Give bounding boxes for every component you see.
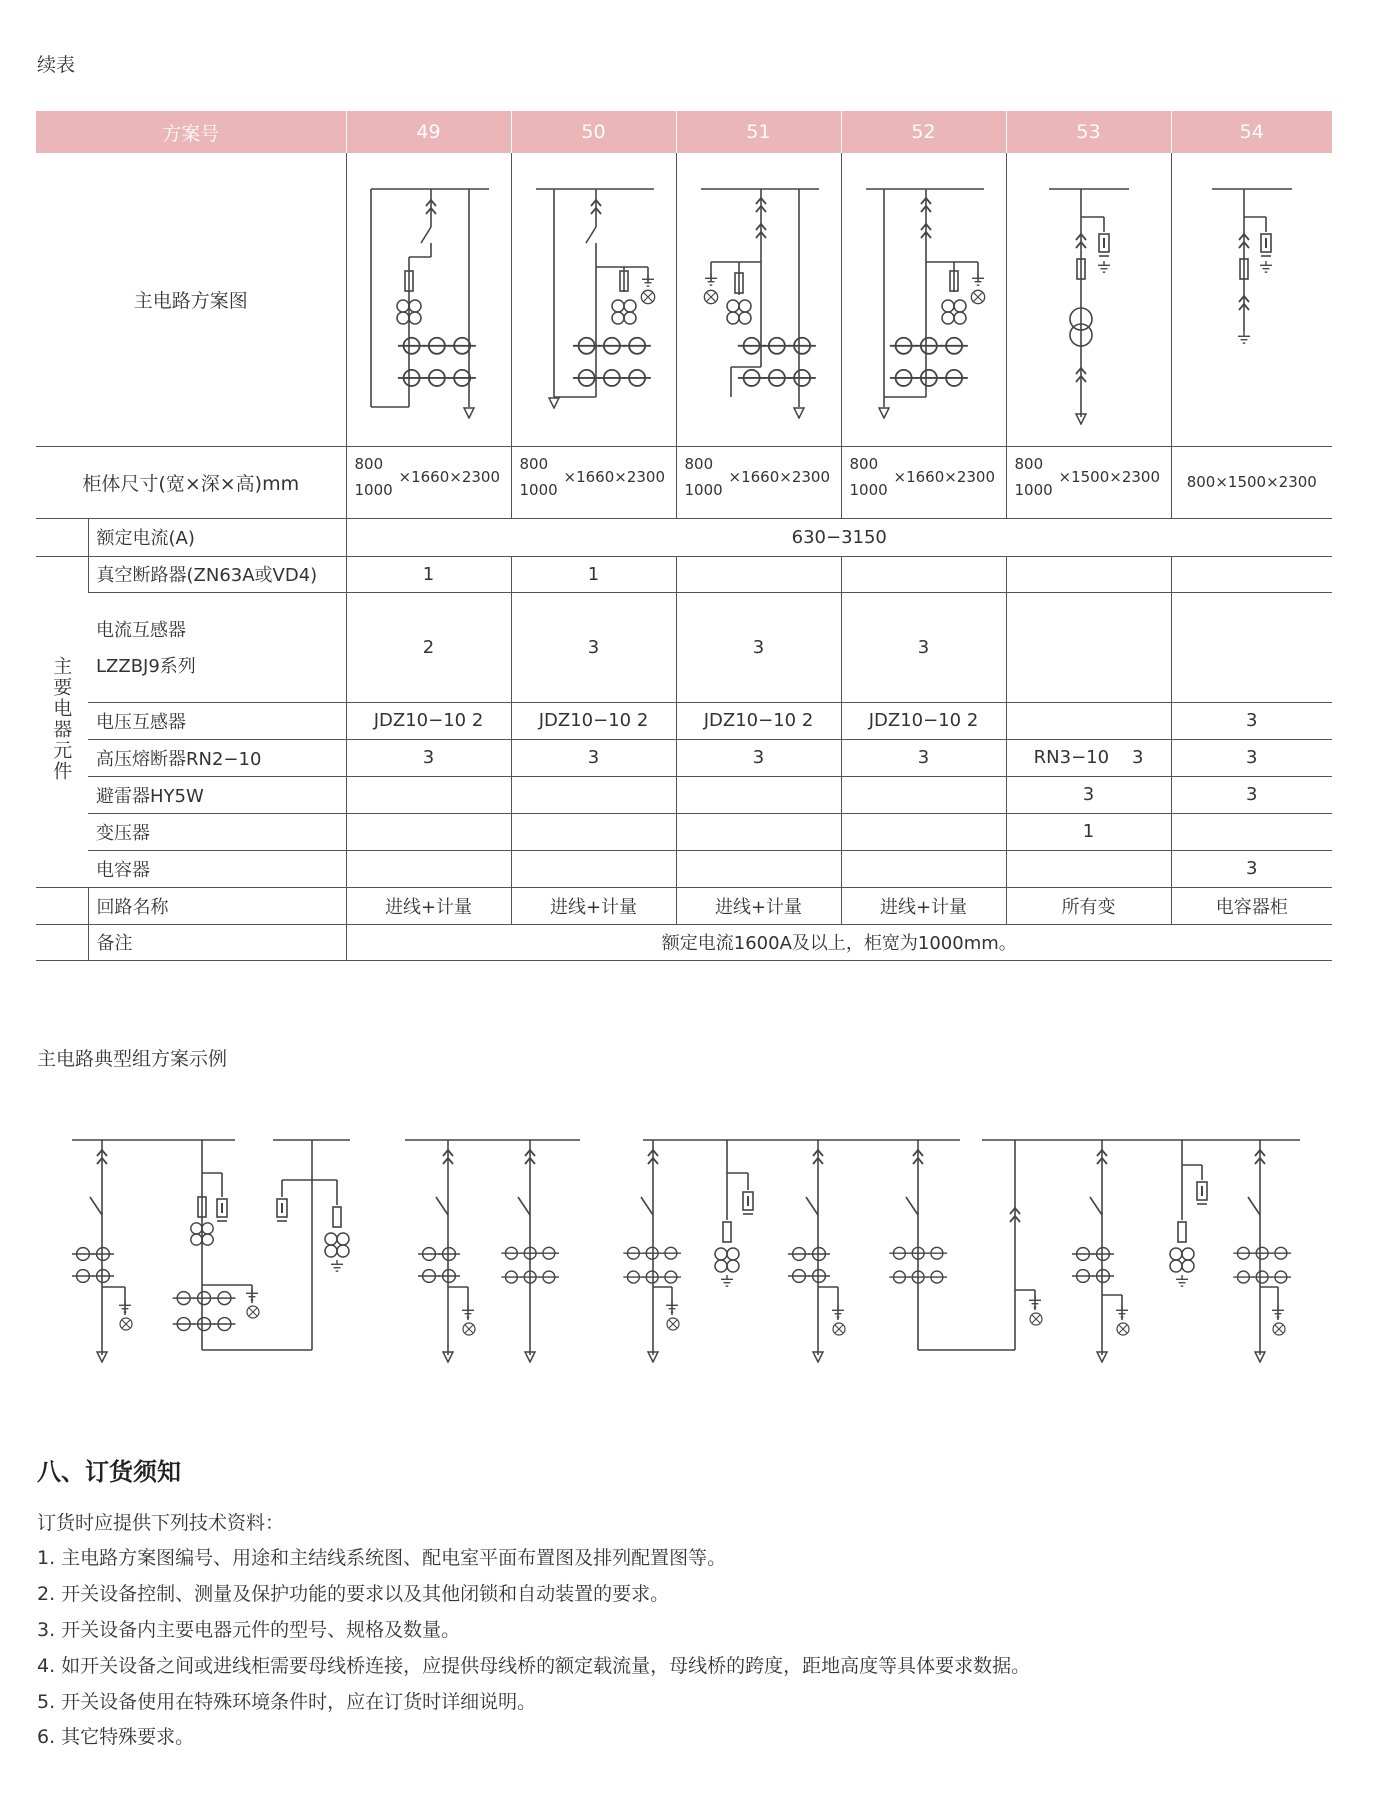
vt-51: JDZ10−10 2 (676, 702, 841, 739)
dimension-53: 800 1000 ×1500×2300 (1006, 446, 1171, 518)
scheme-number: 51 (676, 111, 841, 153)
order-item: 1. 主电路方案图编号、用途和主结线系统图、配电室平面布置图及排列配置图等。 (37, 1547, 727, 1569)
circuit-name-50: 进线+计量 (511, 887, 676, 924)
continued-title: 续表 (37, 54, 76, 76)
transformer-row (36, 813, 1332, 850)
vt-52: JDZ10−10 2 (841, 702, 1006, 739)
header-row (36, 111, 1332, 153)
order-item: 2. 开关设备控制、测量及保护功能的要求以及其他闭锁和自动装置的要求。 (37, 1583, 670, 1605)
dimension-row (36, 446, 1332, 518)
capacitor-row (36, 850, 1332, 887)
order-item: 4. 如开关设备之间或进线柜需要母线桥连接，应提供母线桥的额定载流量，母线桥的跨度，距地高度等具体要求数据。 (37, 1655, 1031, 1677)
ct-row (36, 592, 1332, 702)
circuit-diagram-51 (676, 153, 841, 446)
circuit-name-label: 回路名称 (88, 887, 346, 924)
dimension-label: 柜体尺寸(宽×深×高)mm (36, 446, 346, 518)
scheme-number: 53 (1006, 111, 1171, 153)
arrester-row (36, 776, 1332, 813)
ct-50: 3 (511, 592, 676, 702)
diagram-row (36, 153, 1332, 446)
vt-49: JDZ10−10 2 (346, 702, 511, 739)
scheme-number: 54 (1171, 111, 1332, 153)
vt-label: 电压互感器 (88, 702, 346, 739)
scheme-number: 49 (346, 111, 511, 153)
circuit-name-52: 进线+计量 (841, 887, 1006, 924)
scheme-number: 52 (841, 111, 1006, 153)
scheme-table (36, 111, 1332, 961)
arrester-54: 3 (1171, 776, 1332, 813)
circuit-diagram-50 (511, 153, 676, 446)
arrester-label: 避雷器HY5W (88, 776, 346, 813)
arrester-53: 3 (1006, 776, 1171, 813)
example-title: 主电路典型组方案示例 (37, 1048, 228, 1070)
fuse-54: 3 (1171, 739, 1332, 776)
circuit-name-51: 进线+计量 (676, 887, 841, 924)
scheme-number: 50 (511, 111, 676, 153)
vt-row (36, 702, 1332, 739)
note-label: 备注 (88, 924, 346, 960)
order-item: 5. 开关设备使用在特殊环境条件时，应在订货时详细说明。 (37, 1691, 537, 1713)
dimension-51: 800 1000 ×1660×2300 (676, 446, 841, 518)
note-row (36, 924, 1332, 960)
side-label-cell (36, 556, 88, 887)
vt-54: 3 (1171, 702, 1332, 739)
note-value: 额定电流1600A及以上，柜宽为1000mm。 (346, 924, 1332, 960)
circuit-diagram-53 (1006, 153, 1171, 446)
circuit-diagram-52 (841, 153, 1006, 446)
ct-51: 3 (676, 592, 841, 702)
fuse-50: 3 (511, 739, 676, 776)
transformer-53: 1 (1006, 813, 1171, 850)
rated-current-row (36, 518, 1332, 556)
dimension-54: 800×1500×2300 (1171, 446, 1332, 518)
circuit-name-53: 所有变 (1006, 887, 1171, 924)
ct-52: 3 (841, 592, 1006, 702)
vcb-label: 真空断路器(ZN63A或VD4) (88, 556, 346, 592)
ct-49: 2 (346, 592, 511, 702)
order-intro: 订货时应提供下列技术资料： (37, 1512, 285, 1534)
header-label: 方案号 (36, 111, 346, 153)
fuse-53: RN3−10 3 (1006, 739, 1171, 776)
capacitor-label: 电容器 (88, 850, 346, 887)
order-item: 3. 开关设备内主要电器元件的型号、规格及数量。 (37, 1619, 461, 1641)
circuit-name-row (36, 887, 1332, 924)
rated-current-value: 630−3150 (346, 518, 1332, 556)
circuit-name-54: 电容器柜 (1171, 887, 1332, 924)
transformer-label: 变压器 (88, 813, 346, 850)
fuse-label: 高压熔断器RN2−10 (88, 739, 346, 776)
vcb-50: 1 (511, 556, 676, 592)
fuse-row (36, 739, 1332, 776)
dimension-49: 800 1000 ×1660×2300 (346, 446, 511, 518)
side-label: 主要电器元件 (50, 656, 73, 782)
circuit-diagram-54 (1171, 153, 1332, 446)
order-title: 八、订货须知 (37, 1458, 181, 1486)
typical-combination-diagram (60, 1125, 1320, 1365)
fuse-49: 3 (346, 739, 511, 776)
vcb-49: 1 (346, 556, 511, 592)
ct-label: 电流互感器 LZZBJ9系列 (88, 592, 346, 702)
circuit-diagram-49 (346, 153, 511, 446)
fuse-52: 3 (841, 739, 1006, 776)
vt-50: JDZ10−10 2 (511, 702, 676, 739)
vcb-row (36, 556, 1332, 592)
dimension-52: 800 1000 ×1660×2300 (841, 446, 1006, 518)
capacitor-54: 3 (1171, 850, 1332, 887)
diagram-label: 主电路方案图 (36, 153, 346, 446)
fuse-51: 3 (676, 739, 841, 776)
order-item: 6. 其它特殊要求。 (37, 1726, 195, 1748)
dimension-50: 800 1000 ×1660×2300 (511, 446, 676, 518)
circuit-name-49: 进线+计量 (346, 887, 511, 924)
rated-current-label: 额定电流(A) (88, 518, 346, 556)
